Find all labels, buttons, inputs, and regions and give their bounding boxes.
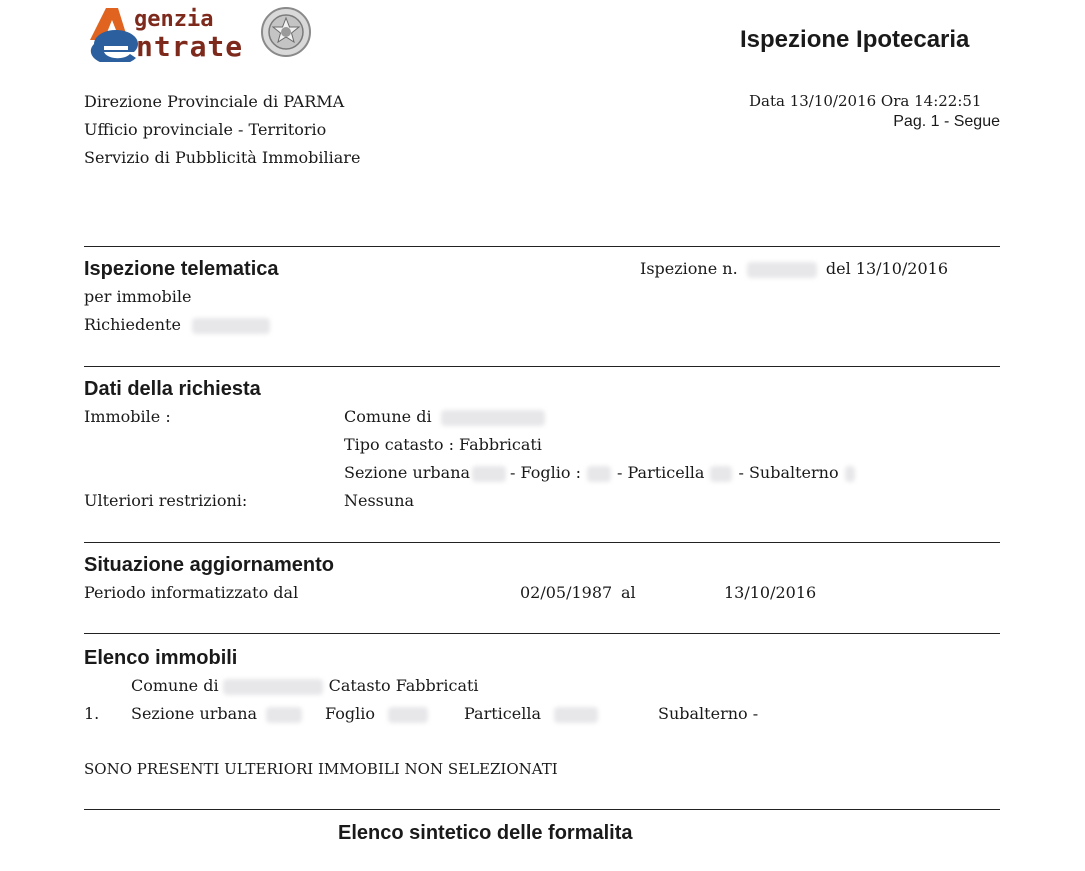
redacted-value xyxy=(747,262,817,278)
property-particella xyxy=(464,704,598,723)
logo-line2: ntrate xyxy=(136,30,244,63)
formalities-heading: Elenco sintetico delle formalita xyxy=(338,822,633,844)
sezione-label: Sezione urbana xyxy=(131,704,258,723)
period-to-label: al xyxy=(621,583,636,602)
divider xyxy=(84,809,1000,810)
catasto-type: Catasto Fabbricati xyxy=(328,676,479,695)
inspection-number-label: Ispezione n. xyxy=(640,259,738,278)
redacted-value xyxy=(587,466,611,482)
italian-republic-emblem-icon xyxy=(260,4,312,60)
redacted-value xyxy=(192,318,270,334)
properties-heading: Elenco immobili xyxy=(84,647,238,669)
restrictions-label: Ulteriori restrizioni: xyxy=(84,491,248,510)
inspection-number-row xyxy=(640,259,948,278)
redacted-value xyxy=(441,410,545,426)
sezione-label: Sezione urbana xyxy=(344,463,471,482)
office-line-1: Direzione Provinciale di PARMA xyxy=(84,92,345,111)
tipo-catasto: Tipo catasto : Fabbricati xyxy=(344,435,542,454)
office-line-3: Servizio di Pubblicità Immobiliare xyxy=(84,148,361,167)
office-line-2: Ufficio provinciale - Territorio xyxy=(84,120,327,139)
request-heading: Dati della richiesta xyxy=(84,378,261,400)
divider xyxy=(84,633,1000,634)
redacted-value xyxy=(388,707,428,723)
redacted-value xyxy=(710,466,732,482)
comune-label: Comune di xyxy=(344,407,432,426)
property-sezione xyxy=(131,704,302,723)
particella-label: Particella xyxy=(464,704,541,723)
inspection-heading: Ispezione telematica xyxy=(84,258,279,280)
row-number: 1. xyxy=(84,704,100,723)
properties-comune-row xyxy=(131,676,479,695)
logo-line1: genzia xyxy=(134,7,214,32)
inspection-subtype: per immobile xyxy=(84,287,192,306)
comune-label: Comune di xyxy=(131,676,219,695)
requester-label: Richiedente xyxy=(84,315,181,334)
divider xyxy=(84,246,1000,247)
requester-row xyxy=(84,315,270,334)
period-to: 13/10/2016 xyxy=(724,583,817,602)
page-indicator: Pag. 1 - Segue xyxy=(893,113,1000,130)
agenzia-entrate-logo xyxy=(84,4,314,64)
page-title: Ispezione Ipotecaria xyxy=(740,26,970,53)
divider xyxy=(84,366,1000,367)
redacted-value xyxy=(266,707,302,723)
redacted-value xyxy=(223,679,323,695)
request-comune-row xyxy=(344,407,545,426)
divider xyxy=(84,542,1000,543)
inspection-date: del 13/10/2016 xyxy=(825,259,948,278)
redacted-value xyxy=(845,466,855,482)
redacted-value xyxy=(472,466,506,482)
request-cadastral-row xyxy=(344,463,855,482)
particella-label: - Particella xyxy=(616,463,705,482)
date-time: Data 13/10/2016 Ora 14:22:51 xyxy=(749,92,982,110)
subalterno-label: - Subalterno xyxy=(738,463,839,482)
period-from: 02/05/1987 xyxy=(520,583,613,602)
restrictions-value: Nessuna xyxy=(344,491,415,510)
foglio-label: - Foglio : xyxy=(510,463,581,482)
property-subalterno: Subalterno - xyxy=(658,704,759,723)
foglio-label: Foglio xyxy=(325,704,375,723)
immobile-label: Immobile : xyxy=(84,407,171,426)
redacted-value xyxy=(554,707,598,723)
update-heading: Situazione aggiornamento xyxy=(84,554,335,576)
unselected-properties-note: SONO PRESENTI ULTERIORI IMMOBILI NON SELEZIONATI xyxy=(84,760,558,778)
period-label: Periodo informatizzato dal xyxy=(84,583,299,602)
property-foglio xyxy=(325,704,428,723)
